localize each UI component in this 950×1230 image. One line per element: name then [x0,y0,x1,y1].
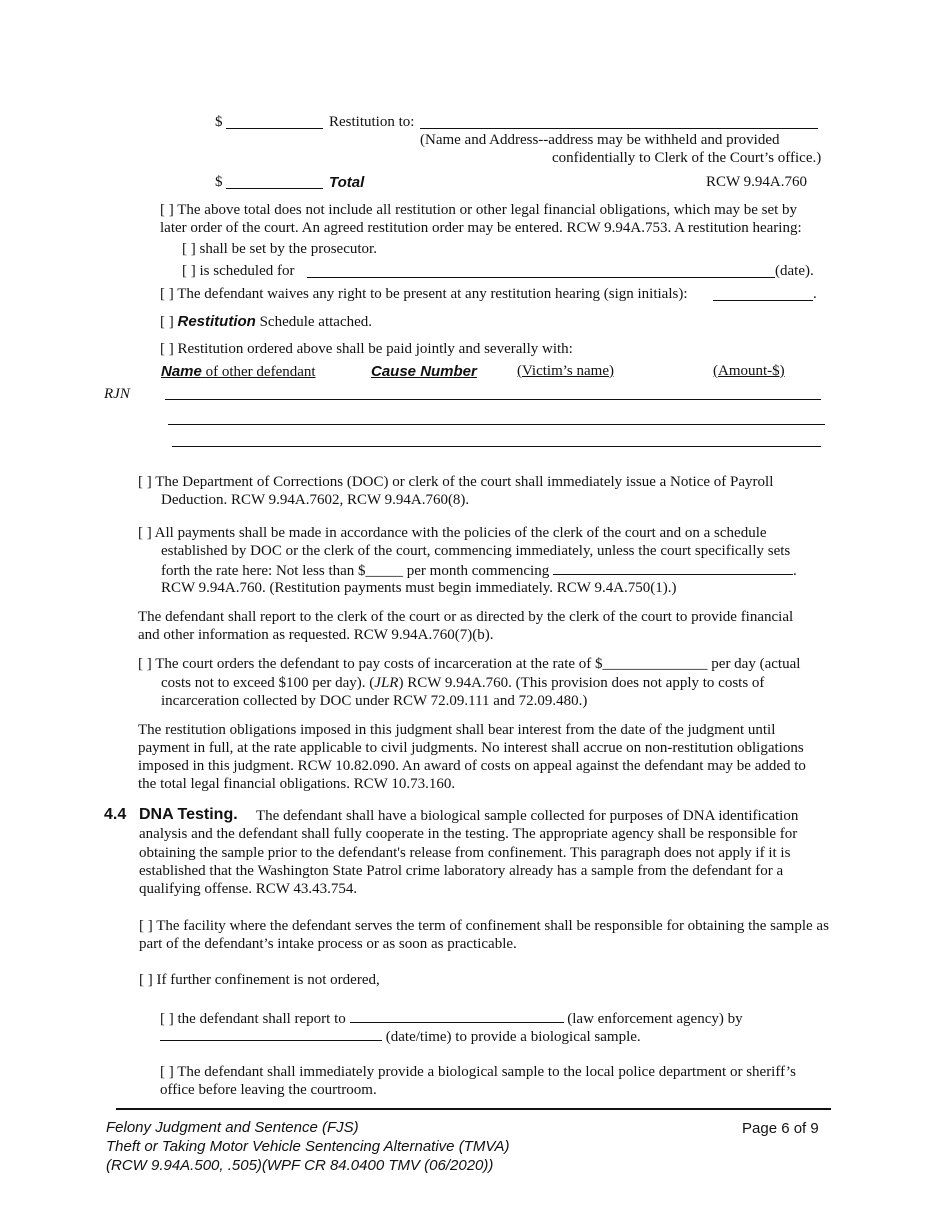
total-not-include-line1: [ ] The above total does not include all restitution or other legal financial obligations, which may be set by [160,202,798,218]
total-rcw: RCW 9.94A.760 [706,174,807,190]
initials-blank[interactable] [713,300,813,301]
rjn-label: RJN [104,386,130,402]
immediate-sample-line2: office before leaving the courtroom. [160,1082,377,1098]
interest-line1: The restitution obligations imposed in this judgment shall bear interest from the date of the judgment until [138,722,776,738]
codefendant-line-1[interactable] [165,399,821,400]
dna-line4: established that the Washington State Patrol crime laboratory already has a sample from the defendant for a [139,863,784,879]
waiver-end: . [813,286,817,302]
restitution-recipient-blank[interactable] [420,128,818,129]
column-cause-number: Cause Number [371,363,477,380]
dna-line3: obtaining the sample prior to the defendant's release from confinement. This paragraph does not apply if it is [139,845,791,861]
jlr-label: JLR [374,675,399,691]
hearing-date-blank[interactable] [307,277,775,278]
page-number: Page 6 of 9 [742,1120,819,1137]
schedule-rest: Schedule attached. [259,314,373,330]
dna-line5: qualifying offense. RCW 43.43.754. [139,881,358,897]
codefendant-line-2[interactable] [168,424,825,425]
total-dollar-sign: $ [215,174,223,190]
option-scheduled-for[interactable]: [ ] is scheduled for [182,263,295,279]
schedule-checkbox-text[interactable]: [ ] [160,314,174,330]
name-address-note-1: (Name and Address--address may be withheld and provided [420,132,780,148]
report-date-line [160,1027,641,1046]
payments-line3b: . [792,563,797,579]
report-line2: and other information as requested. RCW 9.94A.760(7)(b). [138,627,494,643]
column-name-bold: Name [161,363,202,380]
payments-line3a: forth the rate here: Not less than $_____ per month commencing [161,563,553,579]
restitution-schedule-checkbox[interactable] [160,313,372,331]
interest-line4: the total legal financial obligations. RCW 10.73.160. [138,776,456,792]
codefendant-line-3[interactable] [172,446,821,447]
report-to-agency-c: (date/time) to provide a biological sample. [382,1029,641,1045]
report-datetime-blank[interactable] [160,1027,382,1041]
payments-line2: established by DOC or the clerk of the court, commencing immediately, unless the court specifically sets [161,543,791,559]
name-address-note-2: confidentially to Clerk of the Court’s office.) [552,150,822,166]
restitution-dollar-sign: $ [215,114,223,130]
dna-heading: DNA Testing. [139,806,238,823]
total-amount-blank[interactable] [226,188,323,189]
dna-line2: analysis and the defendant shall fully cooperate in the testing. The appropriate agency shall be responsible for [139,826,798,842]
payments-line1[interactable]: [ ] All payments shall be made in accordance with the policies of the clerk of the court and on a schedule [138,525,767,541]
facility-line2: part of the defendant’s intake process or as soon as practicable. [139,936,517,952]
total-not-include-line2: later order of the court. An agreed restitution order may be entered. RCW 9.94A.753. A restitution hearing: [160,220,802,236]
report-to-agency-b: (law enforcement agency) by [563,1011,743,1027]
payments-line4: RCW 9.94A.760. (Restitution payments must begin immediately. RCW 9.4A.750(1).) [161,580,677,596]
footer-form-title: Felony Judgment and Sentence (FJS) [106,1119,359,1136]
restitution-to-label: Restitution to: [329,114,415,130]
footer-form-subtitle: Theft or Taking Motor Vehicle Sentencing Alternative (TMVA) [106,1138,510,1155]
payroll-line1[interactable]: [ ] The Department of Corrections (DOC) or clerk of the court shall immediately issue a Notice of Payroll [138,474,774,490]
dna-line1: The defendant shall have a biological sample collected for purposes of DNA identification [256,808,799,824]
report-to-agency-a[interactable]: [ ] the defendant shall report to [160,1011,350,1027]
interest-line3: imposed in this judgment. RCW 10.82.090. An award of costs on appeal against the defendant may be added to [138,758,806,774]
column-amount: (Amount-$) [713,363,785,379]
agency-blank[interactable] [350,1009,564,1023]
column-name-rest: of other defendant [205,364,316,380]
report-to-agency-line [160,1009,743,1028]
further-confinement[interactable]: [ ] If further confinement is not ordered, [139,972,380,988]
incarceration-line3: incarceration collected by DOC under RCW 72.09.111 and 72.09.480.) [161,693,588,709]
schedule-bold-word: Restitution [177,313,256,330]
facility-line1[interactable]: [ ] The facility where the defendant serves the term of confinement shall be responsible for obtaining the sample as [139,918,829,934]
incarceration-line2 [161,675,764,692]
column-victim-name: (Victim’s name) [517,363,614,379]
waiver-text[interactable]: [ ] The defendant waives any right to be present at any restitution hearing (sign initials): [160,286,688,302]
report-line1: The defendant shall report to the clerk of the court or as directed by the clerk of the court to provide financial [138,609,794,625]
immediate-sample-line1[interactable]: [ ] The defendant shall immediately provide a biological sample to the local police department or sheriff’s [160,1064,796,1080]
option-set-by-prosecutor[interactable]: [ ] shall be set by the prosecutor. [182,241,377,257]
incarceration-line1[interactable]: [ ] The court orders the defendant to pay costs of incarceration at the rate of $______________ per day (actual [138,656,801,672]
incarceration-line2a: costs not to exceed $100 per day). ( [161,675,375,691]
jointly-severally-text[interactable]: [ ] Restitution ordered above shall be paid jointly and severally with: [160,341,573,357]
incarceration-line2b: ) RCW 9.94A.760. (This provision does not apply to costs of [398,675,765,691]
payments-line3 [161,561,797,580]
footer-form-citation: (RCW 9.94A.500, .505)(WPF CR 84.0400 TMV (06/2020)) [106,1157,494,1174]
footer-divider [116,1108,831,1110]
restitution-amount-blank[interactable] [226,128,323,129]
date-suffix: (date). [775,263,814,279]
total-label: Total [329,174,365,191]
payroll-line2: Deduction. RCW 9.94A.7602, RCW 9.94A.760(8). [161,492,470,508]
interest-line2: payment in full, at the rate applicable to civil judgments. No interest shall accrue on non-restitution obligations [138,740,804,756]
commencing-date-blank[interactable] [553,561,793,575]
section-number: 4.4 [104,806,127,823]
column-name-header [161,363,316,381]
